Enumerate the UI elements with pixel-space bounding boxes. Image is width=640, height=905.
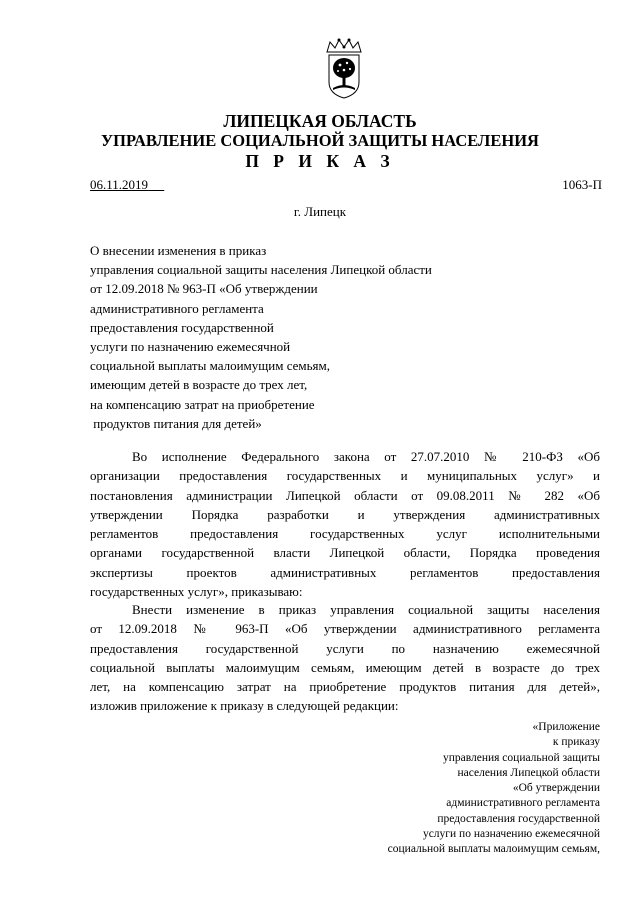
preamble-paragraph xyxy=(90,447,600,601)
paragraph-line: изложив приложение к приказу в следующей редакции: xyxy=(90,698,399,714)
paragraph-line: от 12.09.2018 № 963-П «Об утверждении административного регламента xyxy=(90,621,600,637)
paragraph-line: Во исполнение Федерального закона от 27.07.2010 № 210-ФЗ «Об xyxy=(132,449,600,464)
paragraph-line: организации предоставления государственных и муниципальных услуг» и xyxy=(90,468,600,484)
appendix-line: административного регламента xyxy=(446,797,600,810)
department-title: УПРАВЛЕНИЕ СОЦИАЛЬНОЙ ЗАЩИТЫ НАСЕЛЕНИЯ xyxy=(101,131,539,150)
paragraph-line: социальной выплаты малоимущим семьям, имеющим детей в возрасте до трех xyxy=(90,659,600,675)
subject-block xyxy=(90,241,432,433)
paragraph-line: лет, на компенсацию затрат на приобретение продуктов питания для детей», xyxy=(90,679,600,695)
subject-line: имеющим детей в возрасте до трех лет, xyxy=(90,377,308,393)
paragraph-line: регламентов предоставления государственных услуг исполнительными xyxy=(90,526,600,542)
appendix-line: управления социальной защиты xyxy=(442,751,600,764)
document-type: П Р И К А З xyxy=(245,151,395,171)
date-value: 06.11.2019 xyxy=(90,177,149,192)
appendix-line: к приказу xyxy=(552,736,600,749)
document-date xyxy=(90,177,164,193)
paragraph-line: постановления администрации Липецкой области от 09.08.2011 № 282 «Об xyxy=(90,487,600,503)
paragraph-line: утверждении Порядка разработки и утверждения административных xyxy=(90,506,600,522)
subject-line: продуктов питания для детей» xyxy=(90,415,262,431)
subject-line: административного регламента xyxy=(90,300,264,316)
appendix-header xyxy=(388,720,600,858)
appendix-line: «Приложение xyxy=(532,721,600,733)
subject-line: предоставления государственной xyxy=(90,319,274,335)
coat-of-arms-emblem xyxy=(321,38,367,100)
document-number: 1063-П xyxy=(562,177,602,192)
region-title: ЛИПЕЦКАЯ ОБЛАСТЬ xyxy=(223,111,417,131)
subject-line: О внесении изменения в приказ xyxy=(90,243,267,258)
subject-line: услуги по назначению ежемесячной xyxy=(90,339,291,355)
paragraph-line: предоставления государственной услуги по назначению ежемесячной xyxy=(90,640,600,656)
appendix-line: услуги по назначению ежемесячной xyxy=(422,828,600,841)
appendix-line: «Об утверждении xyxy=(512,782,600,795)
appendix-line: социальной выплаты малоимущим семьям, xyxy=(387,843,600,856)
subject-line: на компенсацию затрат на приобретение xyxy=(90,396,315,412)
paragraph-line: Внести изменение в приказ управления социальной защиты населения xyxy=(132,602,600,617)
subject-line: управления социальной защиты населения Липецкой области xyxy=(90,262,432,278)
paragraph-line: органами государственной власти Липецкой области, Порядка проведения xyxy=(90,545,600,561)
subject-line: от 12.09.2018 № 963-П «Об утверждении xyxy=(90,281,318,297)
subject-line: социальной выплаты малоимущим семьям, xyxy=(90,358,331,374)
paragraph-line: государственных услуг», приказываю: xyxy=(90,584,303,600)
city-line: г. Липецк xyxy=(293,204,347,219)
order-paragraph xyxy=(90,600,600,716)
paragraph-line: экспертизы проектов административных регламентов предоставления xyxy=(90,564,600,580)
appendix-line: населения Липецкой области xyxy=(457,766,600,779)
appendix-line: предоставления государственной xyxy=(437,812,600,825)
